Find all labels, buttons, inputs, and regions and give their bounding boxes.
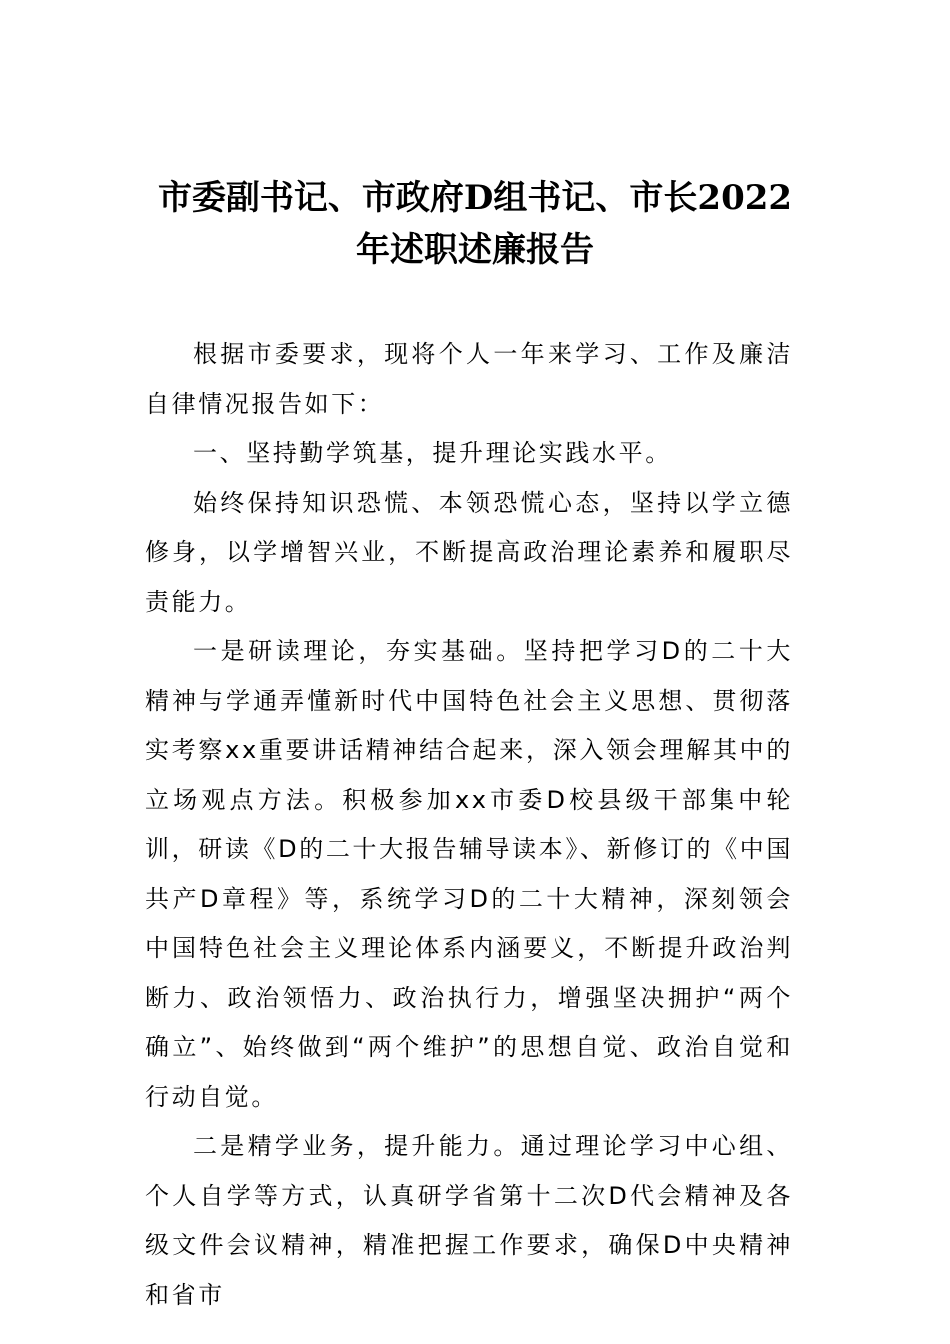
document-body xyxy=(145,330,793,1320)
document-title: 市委副书记、市政府D组书记、市长2022年述职述廉报告 xyxy=(157,178,793,270)
paragraph-intro: 根据市委要求，现将个人一年来学习、工作及廉洁自律情况报告如下： xyxy=(145,340,793,418)
paragraph-section-one-summary: 始终保持知识恐慌、本领恐慌心态，坚持以学立德修身，以学增智兴业，不断提高政治理论素养和履职尽责能力。 xyxy=(145,488,793,616)
paragraph-study-theory: 一是研读理论，夯实基础。坚持把学习D的二十大精神与学通弄懂新时代中国特色社会主义思想、贯彻落实考察xx重要讲话精神结合起来，深入领会理解其中的立场观点方法。积极参加xx市委D校县级干部集中轮训，研读《D的二十大报告辅导读本》、新修订的《中国共产D章程》等，系统学习D的二十大精神，深刻领会中国特色社会主义理论体系内涵要义，不断提升政治判断力、政治领悟力、政治执行力，增强坚决拥护“两个确立”、始终做到“两个维护”的思想自觉、政治自觉和行动自觉。 xyxy=(145,637,793,1111)
section-heading-one: 一、坚持勤学筑基，提升理论实践水平。 xyxy=(193,439,672,467)
paragraph-study-business: 二是精学业务，提升能力。通过理论学习中心组、个人自学等方式，认真研学省第十二次D代会精神及各级文件会议精神，精准把握工作要求，确保D中央精神和省市 xyxy=(145,1132,793,1309)
